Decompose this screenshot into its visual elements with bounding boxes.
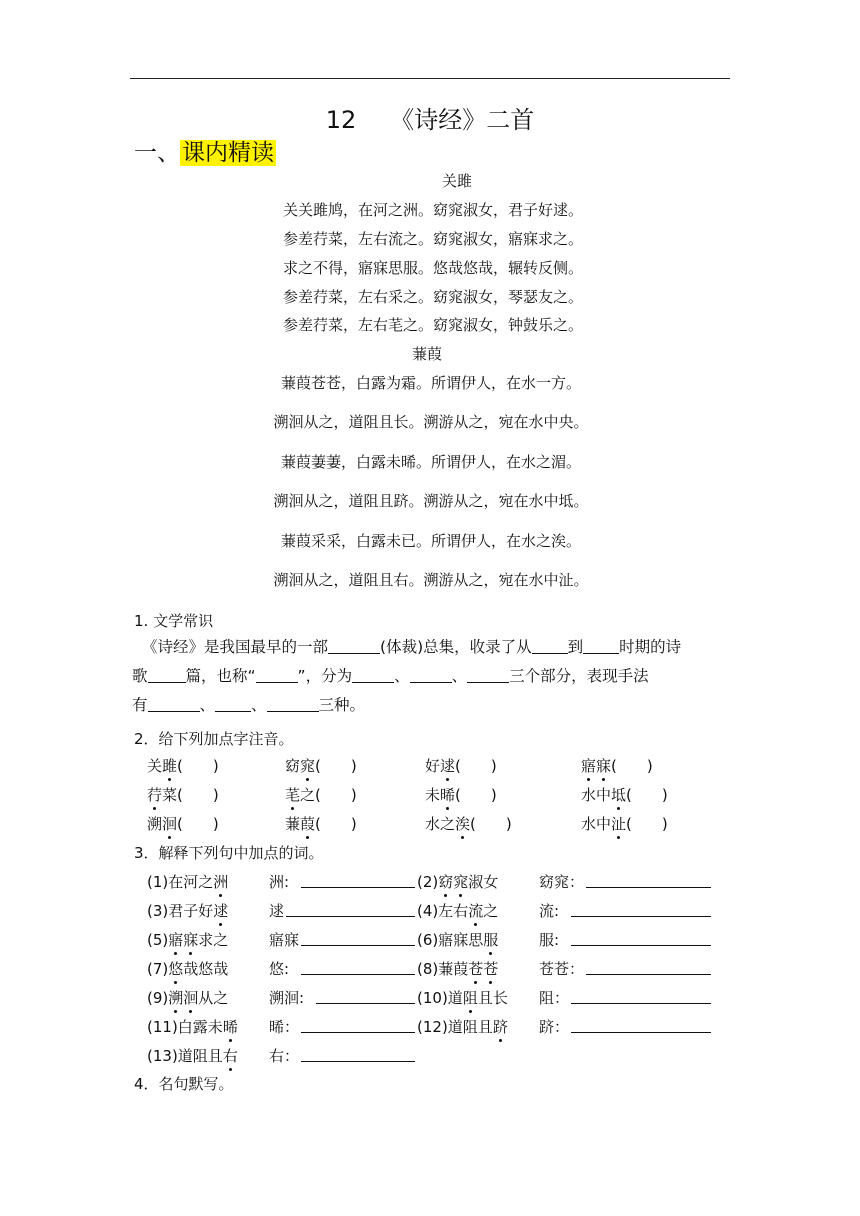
dotted-word xyxy=(440,757,455,775)
answer-line[interactable] xyxy=(586,974,711,975)
phrase-text: 且长 xyxy=(477,989,508,1007)
pinyin-item[interactable] xyxy=(285,813,357,834)
item-number: (10) xyxy=(417,989,448,1007)
answer-line[interactable] xyxy=(301,887,415,888)
dotted-char: 洄 xyxy=(183,989,199,1007)
dotted-word xyxy=(468,960,498,978)
dotted-word xyxy=(440,786,455,804)
section-heading xyxy=(134,134,276,167)
dotted-word xyxy=(483,931,498,949)
item-number: (1) xyxy=(147,873,169,891)
text: 、 xyxy=(394,667,410,685)
pinyin-item[interactable] xyxy=(425,784,497,805)
poem-title-guanju: 关雎 xyxy=(441,172,472,190)
text: 、 xyxy=(199,696,216,714)
target-word: 洲: xyxy=(269,873,290,891)
word-text: 溯 xyxy=(147,815,163,833)
dotted-char: 跻 xyxy=(492,1018,508,1036)
dotted-char: 右 xyxy=(222,1047,238,1065)
top-rule xyxy=(130,78,730,79)
answer-parens: ( ) xyxy=(470,815,512,833)
item-number: (9) xyxy=(147,989,169,1007)
blank-alias[interactable] xyxy=(256,667,298,684)
phrase-text: 白露未 xyxy=(177,1018,223,1036)
explain-row xyxy=(147,900,747,922)
text: 三个部分，表现手法 xyxy=(509,667,649,685)
text: 篇，也称“ xyxy=(185,667,256,685)
word-text: 水之 xyxy=(425,815,456,833)
dotted-char: 晞 xyxy=(222,1018,238,1036)
answer-line[interactable] xyxy=(316,1003,415,1004)
answer-parens: ( ) xyxy=(315,815,357,833)
blank-count[interactable] xyxy=(148,667,186,684)
word-text: 关 xyxy=(147,757,163,775)
dotted-char: 沚 xyxy=(611,815,627,833)
dotted-char: 苍 xyxy=(483,960,499,978)
phrase-text: 蒹葭 xyxy=(438,960,469,978)
answer-line[interactable] xyxy=(571,1003,711,1004)
dotted-word xyxy=(162,757,177,775)
target-word: 溯洄: xyxy=(269,989,305,1007)
dotted-word xyxy=(438,873,468,891)
explain-item xyxy=(417,987,508,1008)
dotted-word xyxy=(300,757,315,775)
dotted-word xyxy=(223,1047,238,1065)
phrase-text: 在河之 xyxy=(168,873,214,891)
answer-line[interactable] xyxy=(301,1032,415,1033)
pinyin-item[interactable] xyxy=(147,784,219,805)
text: 三种。 xyxy=(318,696,366,714)
item-number: (2) xyxy=(417,873,439,891)
explain-item xyxy=(147,900,228,921)
page-title xyxy=(0,100,860,135)
dotted-word xyxy=(213,873,228,891)
item-number: (12) xyxy=(417,1018,448,1036)
explain-item xyxy=(147,871,228,892)
phrase-text: 道阻且 xyxy=(447,1018,493,1036)
dotted-char: 逑 xyxy=(213,902,229,920)
dotted-word xyxy=(468,902,483,920)
blank-technique-2[interactable] xyxy=(215,696,251,713)
question-3-heading: 3．解释下列句中加点的词。 xyxy=(134,844,324,862)
dotted-word xyxy=(168,989,198,1007)
text: 、 xyxy=(451,667,468,685)
answer-parens: ( ) xyxy=(455,757,497,775)
target-word: 阻： xyxy=(539,989,570,1007)
dotted-char: 涘 xyxy=(455,815,471,833)
target-word: 悠: xyxy=(269,960,290,978)
explain-item xyxy=(417,871,498,892)
dotted-word xyxy=(300,815,315,833)
poem-line: 参差荇菜，左右芼之。窈窕淑女，钟鼓乐之。 xyxy=(282,316,583,334)
word-text: 好 xyxy=(425,757,441,775)
dotted-word xyxy=(168,960,183,978)
dotted-word xyxy=(168,931,198,949)
item-number: (8) xyxy=(417,960,439,978)
answer-line[interactable] xyxy=(286,916,415,917)
blank-part-1[interactable] xyxy=(352,667,394,684)
phrase-text: 左右 xyxy=(438,902,469,920)
dotted-char: 晞 xyxy=(440,786,456,804)
dotted-char: 逑 xyxy=(440,757,456,775)
poem-line: 关关雎鸠，在河之洲。窈窕淑女，君子好逑。 xyxy=(282,201,583,219)
phrase-text: 哉悠哉 xyxy=(183,960,229,978)
answer-line[interactable] xyxy=(301,974,415,975)
dotted-char: 寤 xyxy=(581,757,597,775)
lesson-number: 12 xyxy=(325,106,357,134)
text: 歌 xyxy=(132,667,148,685)
pinyin-item[interactable] xyxy=(147,755,219,776)
dotted-word xyxy=(493,1018,508,1036)
word-text: 蒹 xyxy=(285,815,301,833)
word-text: 水中 xyxy=(581,786,612,804)
poem-line: 溯洄从之，道阻且长。溯游从之，宛在水中央。 xyxy=(273,413,589,431)
answer-parens: ( ) xyxy=(315,757,357,775)
answer-parens: ( ) xyxy=(177,757,219,775)
phrase-text: 从之 xyxy=(198,989,229,1007)
answer-line[interactable] xyxy=(586,887,711,888)
dotted-char: 寤 xyxy=(168,931,184,949)
pinyin-item[interactable] xyxy=(581,813,668,834)
item-number: (11) xyxy=(147,1018,178,1036)
phrase-text: 道阻且 xyxy=(177,1047,223,1065)
target-word: 右： xyxy=(269,1047,300,1065)
dotted-char: 窈 xyxy=(438,873,454,891)
dotted-char: 葭 xyxy=(300,815,316,833)
dotted-word xyxy=(463,989,478,1007)
pinyin-item[interactable] xyxy=(425,813,512,834)
question-1-text xyxy=(132,633,732,720)
dotted-word xyxy=(162,815,177,833)
pinyin-item[interactable] xyxy=(285,755,357,776)
section-label-highlighted: 课内精读 xyxy=(182,140,274,166)
item-number: (13) xyxy=(147,1047,178,1065)
dotted-char: 坻 xyxy=(611,786,627,804)
dotted-char: 流 xyxy=(468,902,484,920)
explain-item xyxy=(417,900,498,921)
target-word: 窈窕： xyxy=(539,873,585,891)
poem-line: 蒹葭萋萋，白露未晞。所谓伊人，在水之湄。 xyxy=(280,453,581,471)
answer-parens: ( ) xyxy=(626,815,668,833)
word-text: 未 xyxy=(425,786,441,804)
explain-item xyxy=(417,1016,508,1037)
word-text: 窈 xyxy=(285,757,301,775)
dotted-word xyxy=(213,902,228,920)
text: ”，分为 xyxy=(297,667,353,685)
blank-genre[interactable] xyxy=(328,638,380,655)
dotted-char: 寐 xyxy=(183,931,199,949)
pinyin-item[interactable] xyxy=(147,813,219,834)
poem-line: 求之不得，寤寐思服。悠哉悠哉，辗转反侧。 xyxy=(282,259,583,277)
explain-item xyxy=(147,958,228,979)
question-2-heading: 2．给下列加点字注音。 xyxy=(134,730,294,748)
pinyin-item[interactable] xyxy=(285,784,357,805)
word-text: 水中 xyxy=(581,815,612,833)
poem-line: 参差荇菜，左右流之。窈窕淑女，寤寐求之。 xyxy=(282,230,583,248)
dotted-char: 雎 xyxy=(162,757,178,775)
answer-parens: ( ) xyxy=(455,786,497,804)
phrase-text: 寤寐思 xyxy=(438,931,484,949)
dotted-char: 悠 xyxy=(168,960,184,978)
answer-line[interactable] xyxy=(571,1032,711,1033)
item-number: (4) xyxy=(417,902,439,920)
dotted-char: 溯 xyxy=(168,989,184,1007)
dotted-word xyxy=(147,786,162,804)
target-word: 逑 xyxy=(269,902,285,920)
answer-parens: 菜( ) xyxy=(162,786,219,804)
text: 到 xyxy=(567,638,584,656)
blank-technique-1[interactable] xyxy=(148,696,200,713)
explain-item xyxy=(147,987,228,1008)
phrase-text: 道 xyxy=(447,989,463,1007)
blank-start-period[interactable] xyxy=(532,638,568,655)
answer-line[interactable] xyxy=(301,945,415,946)
dotted-char: 洲 xyxy=(213,873,229,891)
target-word: 服: xyxy=(539,931,560,949)
target-word: 苍苍： xyxy=(539,960,585,978)
dotted-word xyxy=(285,786,300,804)
answer-parens: 之( ) xyxy=(300,786,357,804)
explain-item xyxy=(417,958,498,979)
pinyin-item[interactable] xyxy=(581,784,668,805)
poem-line: 参差荇菜，左右采之。窈窕淑女，琴瑟友之。 xyxy=(282,288,583,306)
dotted-word xyxy=(455,815,470,833)
dotted-word xyxy=(611,815,626,833)
phrase-text: 求之 xyxy=(198,931,229,949)
dotted-char: 阻 xyxy=(462,989,478,1007)
phrase-text: 君子好 xyxy=(168,902,214,920)
section-prefix: 一、 xyxy=(134,140,180,166)
answer-line[interactable] xyxy=(571,945,711,946)
explain-row xyxy=(147,987,747,1009)
pinyin-item[interactable] xyxy=(425,755,497,776)
lesson-title: 《诗经》二首 xyxy=(390,106,535,134)
question-4-heading: 4．名句默写。 xyxy=(134,1075,234,1093)
explain-row xyxy=(147,1016,747,1038)
target-word: 跻： xyxy=(539,1018,570,1036)
dotted-char: 苍 xyxy=(468,960,484,978)
item-number: (3) xyxy=(147,902,169,920)
explain-row xyxy=(147,958,747,980)
dotted-word xyxy=(223,1018,238,1036)
item-number: (7) xyxy=(147,960,169,978)
target-word: 晞： xyxy=(269,1018,300,1036)
poem-line: 溯洄从之，道阻且跻。溯游从之，宛在水中坻。 xyxy=(273,492,589,510)
poem-title-jianjia: 蒹葭 xyxy=(411,345,442,363)
phrase-text: 淑女 xyxy=(468,873,499,891)
text: 时期的诗 xyxy=(619,638,682,656)
dotted-char: 窕 xyxy=(300,757,316,775)
text: (体裁)总集，收录了从 xyxy=(380,638,532,656)
dotted-char: 服 xyxy=(483,931,499,949)
dotted-char: 窕 xyxy=(453,873,469,891)
pinyin-item[interactable] xyxy=(581,755,653,776)
explain-row xyxy=(147,1045,747,1067)
blank-technique-3[interactable] xyxy=(267,696,319,713)
dotted-char: 芼 xyxy=(285,786,301,804)
explain-item xyxy=(417,929,498,950)
phrase-text: 之 xyxy=(483,902,499,920)
target-word: 流: xyxy=(539,902,560,920)
dotted-char: 荇 xyxy=(147,786,163,804)
target-word: 寤寐 xyxy=(269,931,300,949)
blank-end-period[interactable] xyxy=(583,638,619,655)
item-number: (5) xyxy=(147,931,169,949)
answer-parens: ( ) xyxy=(177,815,219,833)
dotted-word xyxy=(611,786,626,804)
answer-parens: ( ) xyxy=(626,786,668,804)
blank-part-3[interactable] xyxy=(467,667,509,684)
item-number: (6) xyxy=(417,931,439,949)
answer-line[interactable] xyxy=(571,916,711,917)
answer-parens: ( ) xyxy=(611,757,653,775)
blank-part-2[interactable] xyxy=(410,667,452,684)
text: 有 xyxy=(132,696,148,714)
poem-line: 蒹葭苍苍，白露为霜。所谓伊人，在水一方。 xyxy=(280,374,581,392)
explain-item xyxy=(147,1016,238,1037)
question-1-heading: 1. 文学常识 xyxy=(134,612,214,630)
text: 、 xyxy=(251,696,267,714)
poem-line: 溯洄从之，道阻且右。溯游从之，宛在水中沚。 xyxy=(273,571,589,589)
explain-row xyxy=(147,871,747,893)
dotted-word xyxy=(581,757,611,775)
explain-item xyxy=(147,929,228,950)
poem-line: 蒹葭采采，白露未已。所谓伊人，在水之涘。 xyxy=(280,532,581,550)
text: 《诗经》是我国最早的一部 xyxy=(142,638,329,656)
explain-item xyxy=(147,1045,238,1066)
explain-row xyxy=(147,929,747,951)
dotted-char: 洄 xyxy=(162,815,178,833)
answer-line[interactable] xyxy=(301,1061,415,1062)
dotted-char: 寐 xyxy=(596,757,612,775)
